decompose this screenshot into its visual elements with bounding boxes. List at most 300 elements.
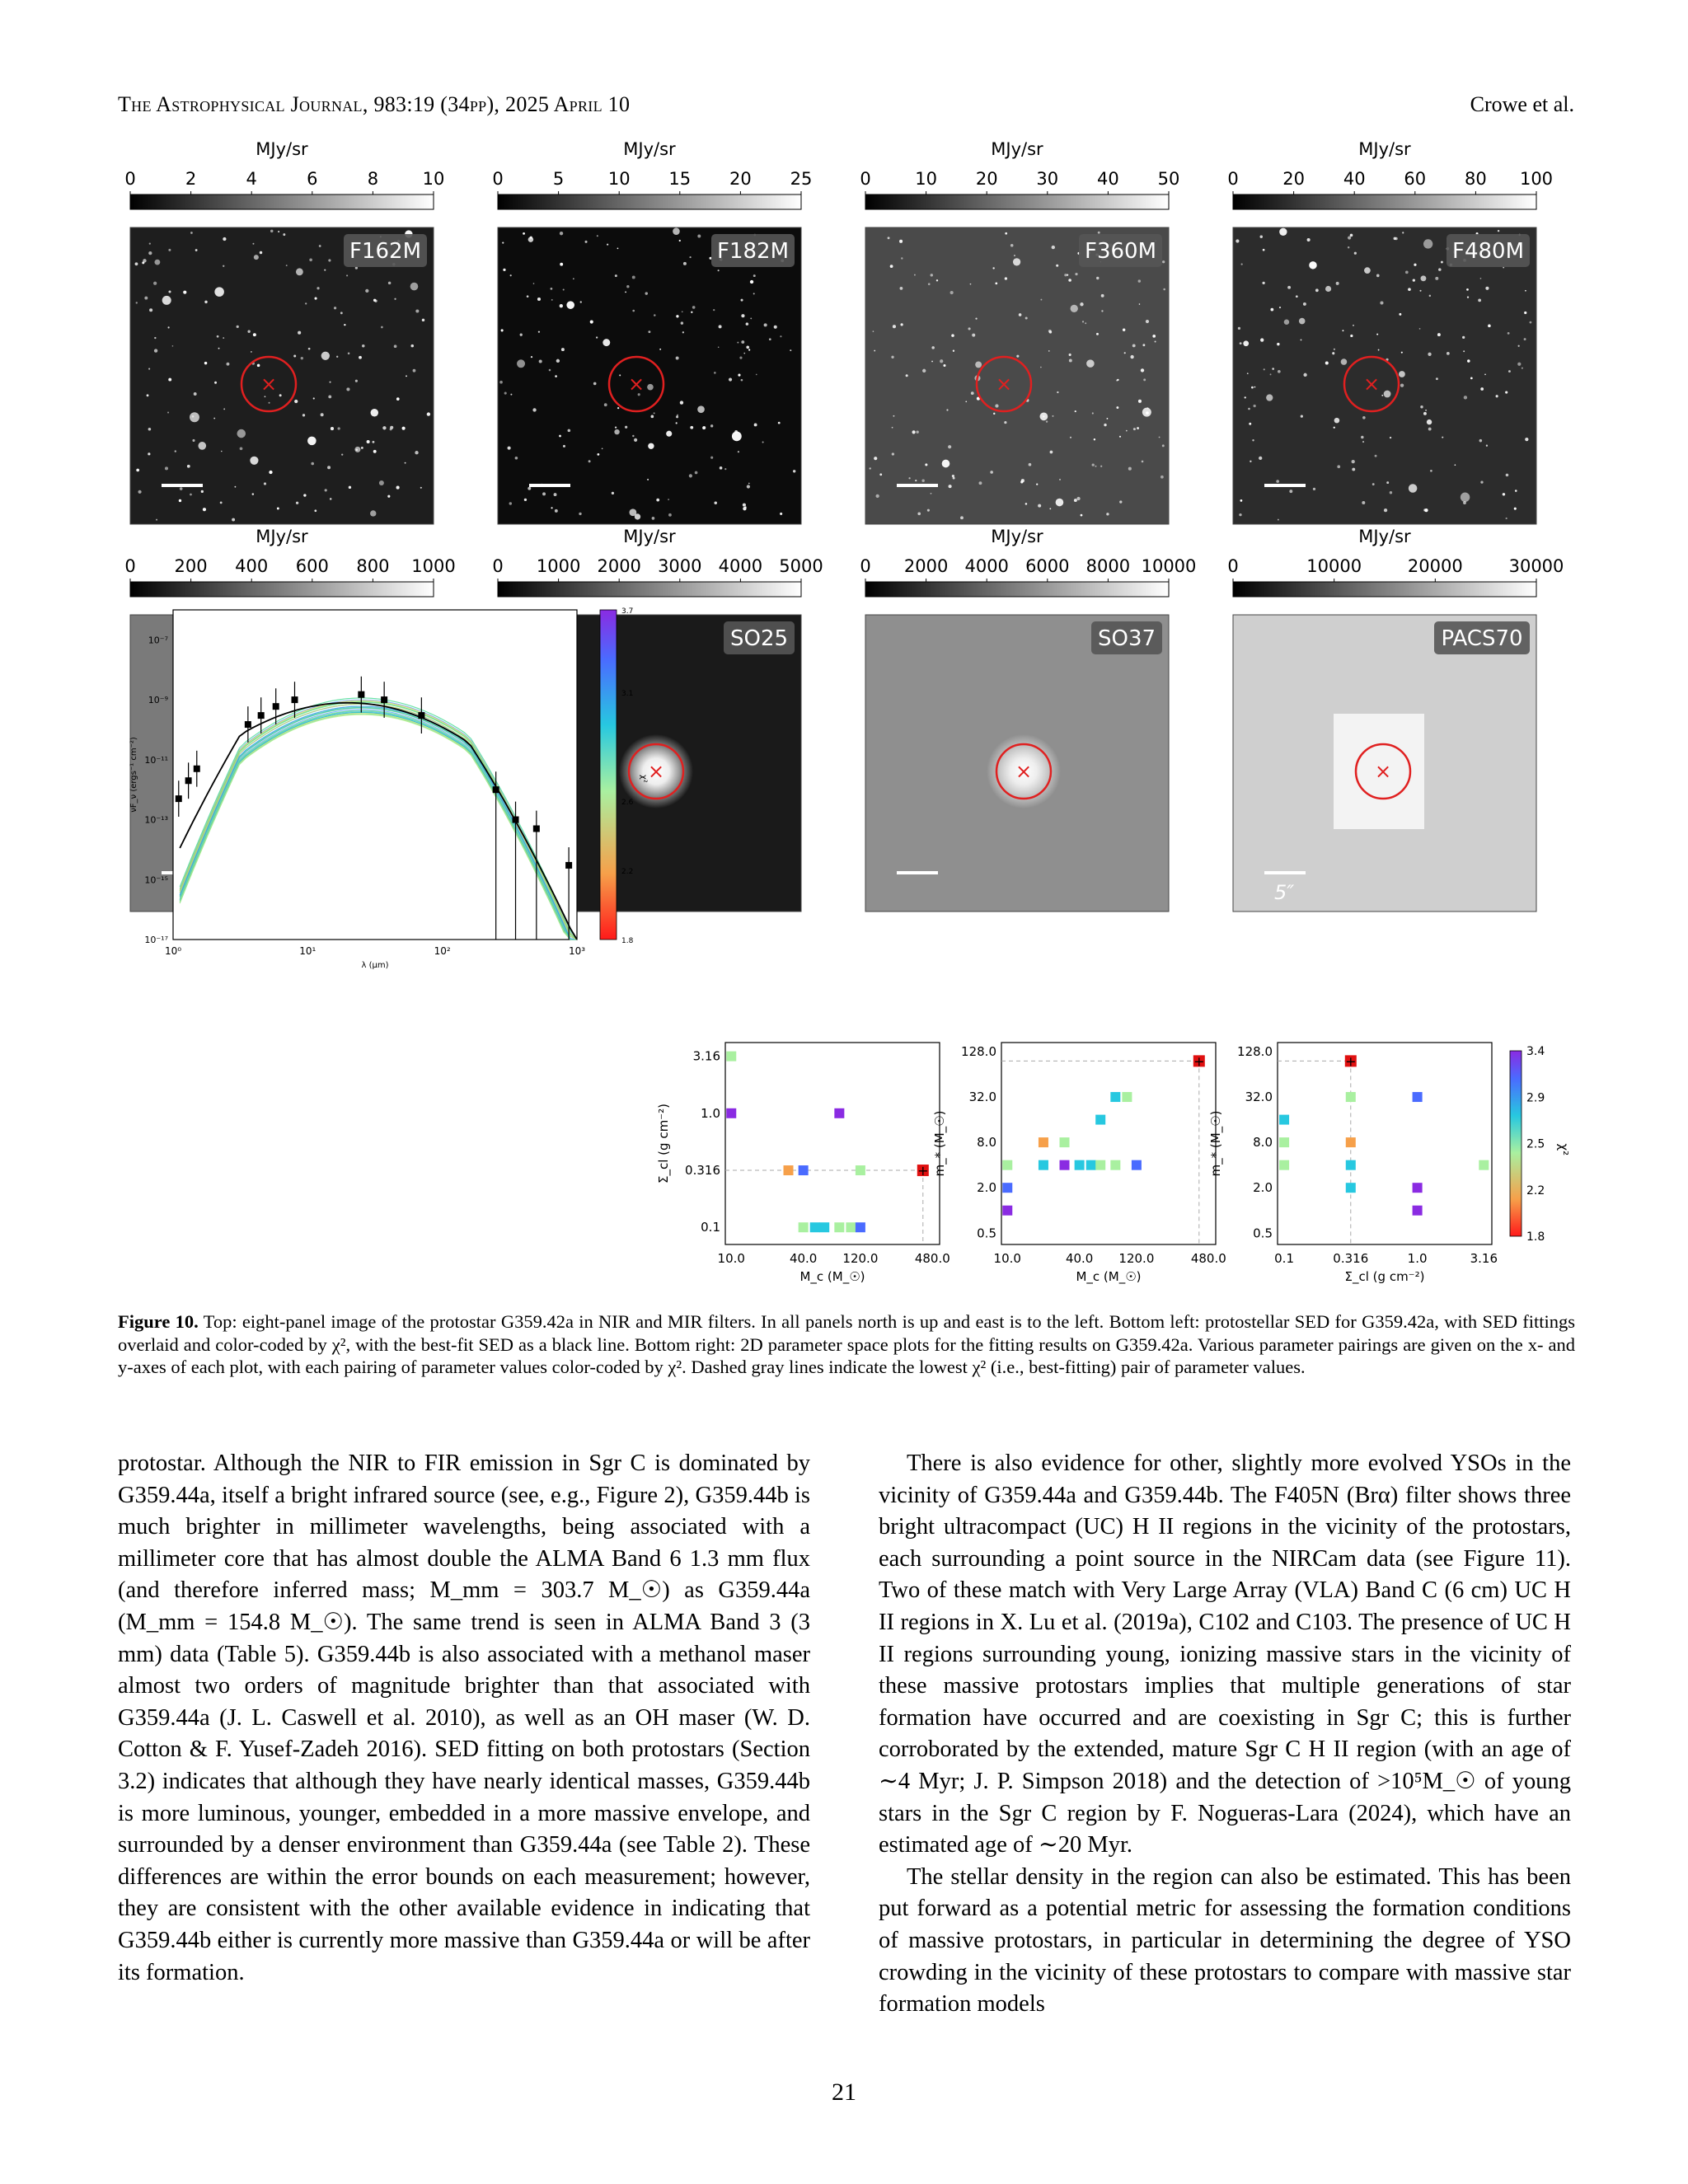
star-point [1279, 307, 1281, 308]
star-point [293, 355, 296, 358]
star-point [1059, 479, 1061, 480]
sed-data-point [493, 786, 499, 793]
star-point [1362, 416, 1366, 419]
left-paragraph: protostar. Although the NIR to FIR emission in Sgr C is dominated by G359.44a, itself a bright infrared source (see, e.g., Figure 2), G359.44b is much brighter in millimeter wavelengths, being associated with a millimeter core that has almost double the ALMA Band 6 1.3 mm flux (and therefore inferred mass; M_mm = 303.7 M_☉) as G359.44a (M_mm = 154.8 M_☉). The same trend is seen in ALMA Band 3 (3 mm) data (Table 5). G359.44b is also associated with a methanol maser almost two orders of magnitude brighter than that associated with G359.44a (J. L. Caswell et al. 2010), as well as an OH maser (W. D. Cotton & F. Yusef-Zadeh 2016). SED fitting on both protostars (Section 3.2) indicates that although they have nearly identical masses, G359.44b is more luminous, younger, embedded in a more massive envelope, and surrounded by a denser environment than G359.44a (see Table 2). These differences are within the error bounds on each measurement; however, they are consistent with the other available evidence in indicating that G359.44b either is currently more massive than G359.44a or will be after its formation. [118, 1451, 810, 1985]
star-point [247, 330, 250, 333]
star-point [422, 319, 424, 321]
star-point [1463, 350, 1465, 352]
star-point [251, 351, 252, 353]
param-point [856, 1165, 865, 1175]
star-point [346, 274, 348, 276]
star-point [1478, 299, 1481, 302]
star-point [651, 415, 654, 419]
colorbar-tick: 800 [356, 556, 390, 576]
param-y-tick: 0.1 [701, 1220, 720, 1235]
colorbar [1233, 194, 1536, 209]
star-point [975, 318, 977, 320]
star-point [154, 337, 156, 339]
star-point [676, 422, 678, 424]
param-plot-3 [1208, 1043, 1571, 1285]
star-point [554, 493, 557, 496]
star-point [1005, 277, 1007, 279]
star-point [1423, 239, 1432, 248]
star-point [1390, 491, 1392, 494]
star-point [227, 363, 230, 366]
star-point [561, 348, 565, 351]
star-point [340, 312, 343, 314]
figure-caption [118, 1310, 1575, 1379]
colorbar-tick: 10000 [1306, 556, 1362, 576]
star-point [632, 435, 634, 437]
star-point [1496, 395, 1498, 397]
star-point [900, 287, 903, 290]
star-point [1238, 327, 1240, 330]
star-point [502, 242, 504, 244]
star-point [1013, 258, 1020, 265]
star-point [953, 350, 954, 352]
target-cross: × [1015, 760, 1033, 783]
star-point [710, 424, 713, 427]
param-point [1060, 1137, 1070, 1147]
star-point [1263, 249, 1265, 251]
param-y-tick: 2.0 [977, 1180, 996, 1196]
star-point [1064, 274, 1067, 276]
star-point [1461, 493, 1470, 502]
star-point [718, 269, 720, 271]
star-point [319, 245, 321, 247]
param-point [1060, 1160, 1070, 1170]
star-point [713, 309, 715, 311]
star-point [1272, 368, 1274, 370]
star-point [190, 412, 199, 422]
colorbar-tick: 0 [124, 169, 136, 189]
star-point [1119, 436, 1121, 438]
colorbar-tick: 0 [860, 169, 871, 189]
star-point [1480, 481, 1483, 484]
star-point [990, 471, 993, 474]
star-point [647, 479, 649, 480]
param-point [1086, 1160, 1096, 1170]
star-point [315, 298, 317, 300]
sed-data-point [513, 817, 519, 823]
star-point [1307, 238, 1311, 241]
star-point [1384, 391, 1391, 398]
star-point [1106, 513, 1109, 515]
star-point [334, 307, 336, 309]
star-point [154, 260, 160, 265]
star-point [1101, 294, 1104, 298]
star-point [925, 463, 927, 466]
star-point [337, 427, 340, 429]
star-point [406, 375, 407, 377]
star-point [1485, 287, 1489, 290]
star-point [676, 415, 678, 418]
param-colorbar-label: χ² [1556, 1143, 1571, 1156]
star-point [1467, 296, 1469, 298]
star-point [321, 413, 324, 416]
star-point [1254, 387, 1256, 388]
param-point [726, 1052, 736, 1062]
star-point [1266, 394, 1273, 401]
param-point [1413, 1183, 1423, 1193]
star-point [943, 364, 945, 367]
star-point [652, 517, 655, 520]
star-point [149, 308, 152, 312]
star-point [533, 283, 535, 284]
star-point [190, 232, 193, 234]
star-point [614, 429, 619, 434]
star-point [573, 278, 574, 279]
param-y-tick: 8.0 [977, 1135, 996, 1151]
star-point [250, 457, 258, 465]
star-point [1430, 470, 1432, 472]
star-point [328, 395, 331, 398]
star-point [869, 467, 870, 469]
param-point [1279, 1115, 1289, 1125]
star-point [1250, 461, 1251, 462]
param-y-label: Σ_cl (g cm⁻²) [656, 1104, 671, 1183]
star-point [579, 513, 581, 515]
panel-image [865, 227, 1169, 524]
star-point [604, 403, 607, 406]
sed-data-point [533, 825, 540, 832]
star-point [615, 426, 617, 428]
param-x-label: Σ_cl (g cm⁻²) [1344, 1269, 1425, 1284]
star-point [1092, 412, 1094, 414]
star-point [597, 235, 598, 237]
star-point [269, 471, 272, 474]
star-point [1021, 479, 1025, 482]
star-point [607, 244, 608, 246]
star-point [1138, 400, 1142, 403]
param-best-marker: + [917, 1163, 929, 1179]
star-point [551, 288, 553, 290]
star-point [1160, 476, 1164, 479]
colorbar-tick: 400 [235, 556, 269, 576]
star-point [156, 519, 157, 521]
star-point [1508, 370, 1511, 373]
star-point [296, 502, 298, 504]
colorbar-tick: 20 [1282, 169, 1305, 189]
colorbar [130, 194, 434, 209]
star-point [148, 452, 150, 455]
star-point [1048, 330, 1052, 333]
star-point [1040, 299, 1042, 301]
star-point [1353, 325, 1354, 326]
star-point [1243, 340, 1249, 346]
star-point [373, 299, 376, 302]
star-point [1094, 438, 1095, 440]
star-point [1069, 354, 1071, 356]
star-point [1503, 493, 1505, 495]
filter-label: F162M [349, 239, 422, 264]
star-point [136, 469, 139, 472]
star-point [286, 265, 288, 266]
param-point [846, 1222, 856, 1232]
star-point [563, 288, 565, 290]
sed-colorbar-label: χ² [639, 775, 648, 783]
star-point [1082, 321, 1084, 322]
star-point [1038, 504, 1041, 508]
colorbar-unit: MJy/sr [991, 527, 1043, 546]
star-point [741, 379, 743, 382]
star-point [1361, 436, 1364, 439]
star-point [223, 265, 224, 267]
star-point [1046, 420, 1048, 422]
star-point [1162, 444, 1165, 447]
star-point [1155, 341, 1156, 343]
star-point [240, 447, 243, 450]
star-point [1350, 335, 1353, 337]
star-point [899, 240, 903, 243]
star-point [692, 306, 696, 309]
sed-y-tick: 10⁻¹⁵ [144, 874, 168, 886]
star-point [264, 482, 266, 485]
star-point [891, 356, 893, 359]
star-point [204, 301, 207, 303]
star-point [1395, 237, 1398, 241]
star-point [1348, 236, 1351, 239]
star-point [654, 314, 656, 316]
colorbar-unit: MJy/sr [623, 527, 676, 546]
star-point [234, 486, 236, 488]
star-point [593, 382, 597, 386]
star-point [1245, 396, 1246, 398]
param-best-marker: + [1345, 1053, 1357, 1070]
colorbar-tick: 8 [367, 169, 379, 189]
star-point [1123, 329, 1125, 331]
star-point [750, 317, 752, 319]
star-point [697, 405, 705, 413]
star-point [556, 359, 560, 363]
caption-label: Figure 10. [118, 1311, 199, 1332]
param-point [1075, 1160, 1085, 1170]
star-point [1095, 466, 1096, 467]
star-point [1313, 488, 1315, 490]
star-point [1442, 437, 1443, 438]
filter-label: PACS70 [1441, 626, 1523, 651]
star-point [532, 408, 536, 411]
star-point [415, 451, 418, 454]
star-point [718, 346, 720, 348]
star-point [1057, 391, 1058, 393]
star-point [1279, 228, 1287, 236]
star-point [1138, 279, 1141, 282]
param-point [1346, 1183, 1356, 1193]
star-point [597, 453, 599, 456]
star-point [720, 466, 723, 470]
star-point [596, 336, 598, 338]
star-point [1276, 480, 1279, 483]
star-point [528, 237, 533, 241]
star-point [327, 466, 331, 469]
page-number: 21 [832, 2079, 856, 2106]
colorbar [1233, 582, 1536, 597]
star-point [1287, 286, 1291, 289]
scale-bar-label: 5″ [1274, 881, 1295, 904]
star-point [677, 415, 678, 416]
star-point [901, 257, 903, 259]
colorbar-tick: 20 [729, 169, 752, 189]
star-point [1085, 322, 1086, 324]
star-point [1159, 437, 1160, 438]
star-point [1116, 406, 1118, 409]
star-point [1128, 467, 1132, 471]
filter-label: F182M [716, 239, 790, 264]
star-point [1362, 441, 1364, 443]
star-point [517, 359, 525, 368]
colorbar-unit: MJy/sr [1358, 139, 1411, 159]
star-point [365, 289, 368, 293]
star-point [743, 504, 746, 507]
star-point [503, 269, 505, 271]
star-point [975, 361, 982, 368]
param-y-tick: 0.316 [685, 1163, 720, 1179]
image-panel-f360m [860, 139, 1179, 524]
star-point [1419, 328, 1421, 330]
colorbar-tick: 6000 [1025, 556, 1070, 576]
star-point [321, 352, 330, 360]
star-point [668, 513, 672, 517]
star-point [325, 489, 327, 491]
star-point [1048, 350, 1050, 352]
star-point [917, 512, 921, 515]
filter-label: SO37 [1097, 626, 1156, 651]
param-x-tick: 3.16 [1470, 1251, 1498, 1266]
star-point [203, 508, 206, 511]
param-point [1479, 1160, 1489, 1170]
star-point [148, 368, 150, 370]
star-point [676, 357, 679, 360]
star-point [194, 392, 197, 396]
star-point [971, 391, 974, 395]
star-point [168, 249, 171, 251]
star-point [1399, 313, 1401, 316]
star-point [1530, 321, 1532, 324]
star-point [1334, 418, 1340, 424]
star-point [931, 274, 933, 276]
filter-label: SO25 [729, 626, 789, 651]
star-point [341, 453, 343, 455]
star-point [1240, 499, 1242, 502]
star-point [968, 327, 970, 330]
star-point [1466, 288, 1469, 291]
param-y-tick: 3.16 [692, 1048, 720, 1064]
param-point [1413, 1092, 1423, 1102]
star-point [927, 509, 930, 512]
colorbar-tick: 0 [860, 556, 871, 576]
param-x-tick: 10.0 [993, 1251, 1021, 1266]
star-point [634, 438, 637, 442]
param-x-tick: 0.1 [1274, 1251, 1295, 1266]
star-point [1277, 343, 1279, 345]
colorbar-tick: 2 [185, 169, 197, 189]
colorbar-tick: 4000 [718, 556, 763, 576]
star-point [695, 471, 698, 475]
star-point [232, 518, 235, 522]
star-point [1075, 273, 1077, 275]
colorbar-tick: 200 [174, 556, 208, 576]
star-point [1096, 277, 1099, 279]
star-point [1056, 265, 1058, 267]
star-point [893, 415, 894, 417]
star-point [1260, 235, 1263, 237]
param-y-tick: 0.5 [977, 1226, 996, 1241]
star-point [201, 490, 204, 493]
star-point [359, 356, 362, 359]
star-point [560, 304, 563, 307]
star-point [237, 429, 246, 438]
sed-colorbar-tick: 3.7 [621, 607, 634, 616]
star-point [888, 237, 890, 239]
star-point [296, 268, 303, 275]
colorbar-tick: 600 [295, 556, 329, 576]
star-point [551, 299, 553, 301]
star-point [879, 473, 882, 476]
star-point [370, 510, 376, 516]
image-panel-f162m [124, 139, 444, 524]
sed-y-tick: 10⁻¹³ [144, 814, 168, 826]
star-point [1247, 373, 1249, 374]
param-y-tick: 128.0 [1237, 1043, 1273, 1059]
star-point [252, 243, 254, 245]
star-point [218, 348, 220, 349]
star-point [1069, 359, 1072, 362]
star-point [915, 480, 917, 481]
star-point [1284, 320, 1289, 325]
star-point [960, 516, 964, 519]
star-point [560, 263, 563, 266]
param-colorbar-tick: 2.5 [1526, 1137, 1545, 1151]
star-point [1386, 481, 1389, 484]
param-point [1002, 1160, 1012, 1170]
star-point [1050, 451, 1053, 454]
star-point [336, 356, 338, 358]
param-x-label: M_c (M_☉) [799, 1269, 865, 1284]
colorbar-tick: 60 [1404, 169, 1427, 189]
star-point [415, 310, 419, 313]
star-point [676, 315, 678, 317]
star-point [753, 274, 756, 277]
star-point [362, 344, 364, 347]
star-point [654, 412, 655, 414]
sed-colorbar-tick: 2.6 [621, 799, 634, 807]
star-point [1309, 261, 1316, 269]
colorbar [130, 582, 434, 597]
param-point [1279, 1137, 1289, 1147]
star-point [1130, 355, 1133, 359]
star-point [1142, 344, 1145, 346]
param-y-tick: 8.0 [1253, 1135, 1273, 1151]
colorbar-tick: 25 [790, 169, 813, 189]
star-point [344, 324, 345, 326]
star-point [223, 408, 225, 410]
star-point [298, 331, 301, 335]
param-point [1039, 1160, 1048, 1170]
star-point [682, 331, 684, 333]
star-point [1124, 352, 1126, 354]
star-point [1076, 497, 1080, 500]
star-point [629, 509, 636, 516]
param-point [1039, 1137, 1048, 1147]
sed-data-point [273, 703, 279, 710]
star-point [741, 340, 744, 344]
panel-image [1233, 227, 1536, 524]
star-point [1479, 439, 1483, 443]
star-point [780, 335, 781, 337]
right-paragraph-1: There is also evidence for other, slightly more evolved YSOs in the vicinity of G359.44a and G359.44b. The F405N (Brα) filter shows three bright ultracompact (UC) H II regions in the vicinity of the protostars, each surrounding a point source in the NIRCam data (see Figure 11). Two of these match with Very Large Array (VLA) Band C (6 cm) UC H II regions in X. Lu et al. (2019a), C102 and C103. The presence of UC H II regions surrounding young, ionizing massive stars in the vicinity of these massive protostars implies that multiple generations of star formation have occurred and are coexisting in Sgr C; this is further corroborated by the extended, mature Sgr C H II region (with an age of ∼4 Myr; J. P. Simpson 2018) and the detection of >10⁵M_☉ of young stars in the Sgr C region by F. Nogueras-Lara (2024), which have an estimated age of ∼20 Myr. [879, 1451, 1571, 1858]
param-y-label: m_* (M_☉) [1208, 1110, 1223, 1177]
